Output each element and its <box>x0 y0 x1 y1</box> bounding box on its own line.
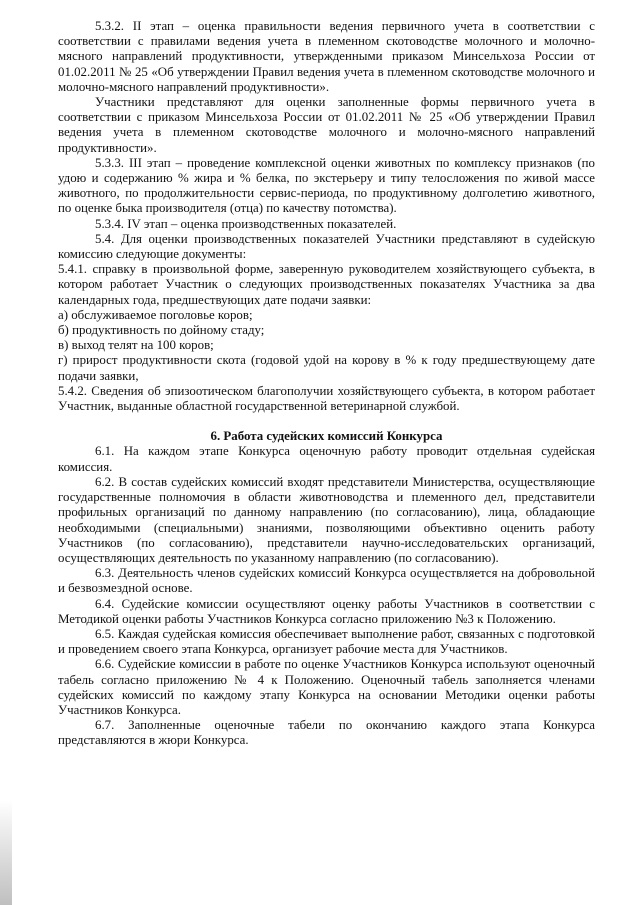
paragraph-6-6: 6.6. Судейские комиссии в работе по оценке Участников Конкурса используют оценочный табель согласно приложению № 4 к Положению. Оценочный табель заполняется членами судейских комиссий по каждому этапу Конкурса на основании Методики оценки работы Участников Конкурса. <box>58 657 595 717</box>
paragraph-6-1: 6.1. На каждом этапе Конкурса оценочную работу проводит отдельная судейская комиссия. <box>58 444 595 474</box>
section-heading: 6. Работа судейских комиссий Конкурса <box>210 429 443 444</box>
paragraph-5-4-1: 5.4.1. справку в произвольной форме, заверенную руководителем хозяйствующего субъекта, в котором работает Участник о следующих производственных показателях Участника за два календарных года, предшествующих дате подачи заявки: <box>58 262 595 307</box>
paragraph-5-3-4: 5.3.4. IV этап – оценка производственных показателей. <box>95 216 397 231</box>
paragraph-5-4: 5.4. Для оценки производственных показателей Участники представляют в судейскую комиссию следующие документы: <box>58 231 595 262</box>
paragraph-6-5: 6.5. Каждая судейская комиссия обеспечивает выполнение работ, связанных с подготовкой и проведением своего этапа Конкурса, организует рабочие места для Участников. <box>58 626 595 657</box>
paragraph-6-2: 6.2. В состав судейских комиссий входят представители Министерства, осуществляющие государственные полномочия в области животноводства и племенного дел, представители профильных организаций по данному направлению (по согласованию), лица, обладающие необходимыми (специальными) знаниями, позволяющими объективно оценить работу Участников (по согласованию), представители научно-исследовательских организаций, осуществляющих деятельность по указанному направлению (по согласованию). <box>58 474 595 565</box>
paragraph-6-4: 6.4. Судейские комиссии осуществляют оценку работы Участников в соответствии с Методикой оценки работы Участников Конкурса согласно приложению №3 к Положению. <box>58 596 595 626</box>
list-item-v: в) выход телят на 100 коров; <box>58 338 214 353</box>
list-item-b: б) продуктивность по дойному стаду; <box>58 323 265 338</box>
document-text <box>58 19 595 749</box>
paragraph-5-3-2: 5.3.2. II этап – оценка правильности ведения первичного учета в соответствии с соответствии с правилами ведения учета в племенном скотоводстве молочного и молочно-мясного направлений продуктивности, утвержденными приказом Минсельхоза России от 01.02.2011 № 25 «Об утверждении Правил ведения учета в племенном скотоводстве молочного и молочно-мясного направлений продуктивности». <box>58 19 595 94</box>
list-item-a: а) обслуживаемое поголовье коров; <box>58 307 253 322</box>
scan-edge-shadow <box>0 800 12 905</box>
paragraph-6-7: 6.7. Заполненные оценочные табели по окончанию каждого этапа Конкурса представляются в жюри Конкурса. <box>58 718 595 748</box>
paragraph-5-3-3: 5.3.3. III этап – проведение комплексной оценки животных по комплексу признаков (по удою и содержанию % жира и % белка, по экстерьеру и типу телосложения по живой массе животного, по продолжительности сервис-периода, по продуктивному долголетию животного, по оценке быка производителя (отца) по качеству потомства). <box>58 155 595 216</box>
list-item-g: г) прирост продуктивности скота (годовой удой на корову в % к году предшествующему дате подачи заявки, <box>58 353 595 383</box>
paragraph-6-3: 6.3. Деятельность членов судейских комиссий Конкурса осуществляется на добровольной и безвозмездной основе. <box>58 566 595 596</box>
paragraph-participants: Участники представляют для оценки заполненные формы первичного учета в соответствии с приказом Минсельхоза России от 01.02.2011 № 25 «Об утверждении Правил ведения учета в племенном скотоводстве молочного и молочно-мясного направлений продуктивности». <box>58 95 595 155</box>
paragraph-5-4-2: 5.4.2. Сведения об эпизоотическом благополучии хозяйствующего субъекта, в котором работает Участник, выданные областной государственной ветеринарной службой. <box>58 383 595 414</box>
